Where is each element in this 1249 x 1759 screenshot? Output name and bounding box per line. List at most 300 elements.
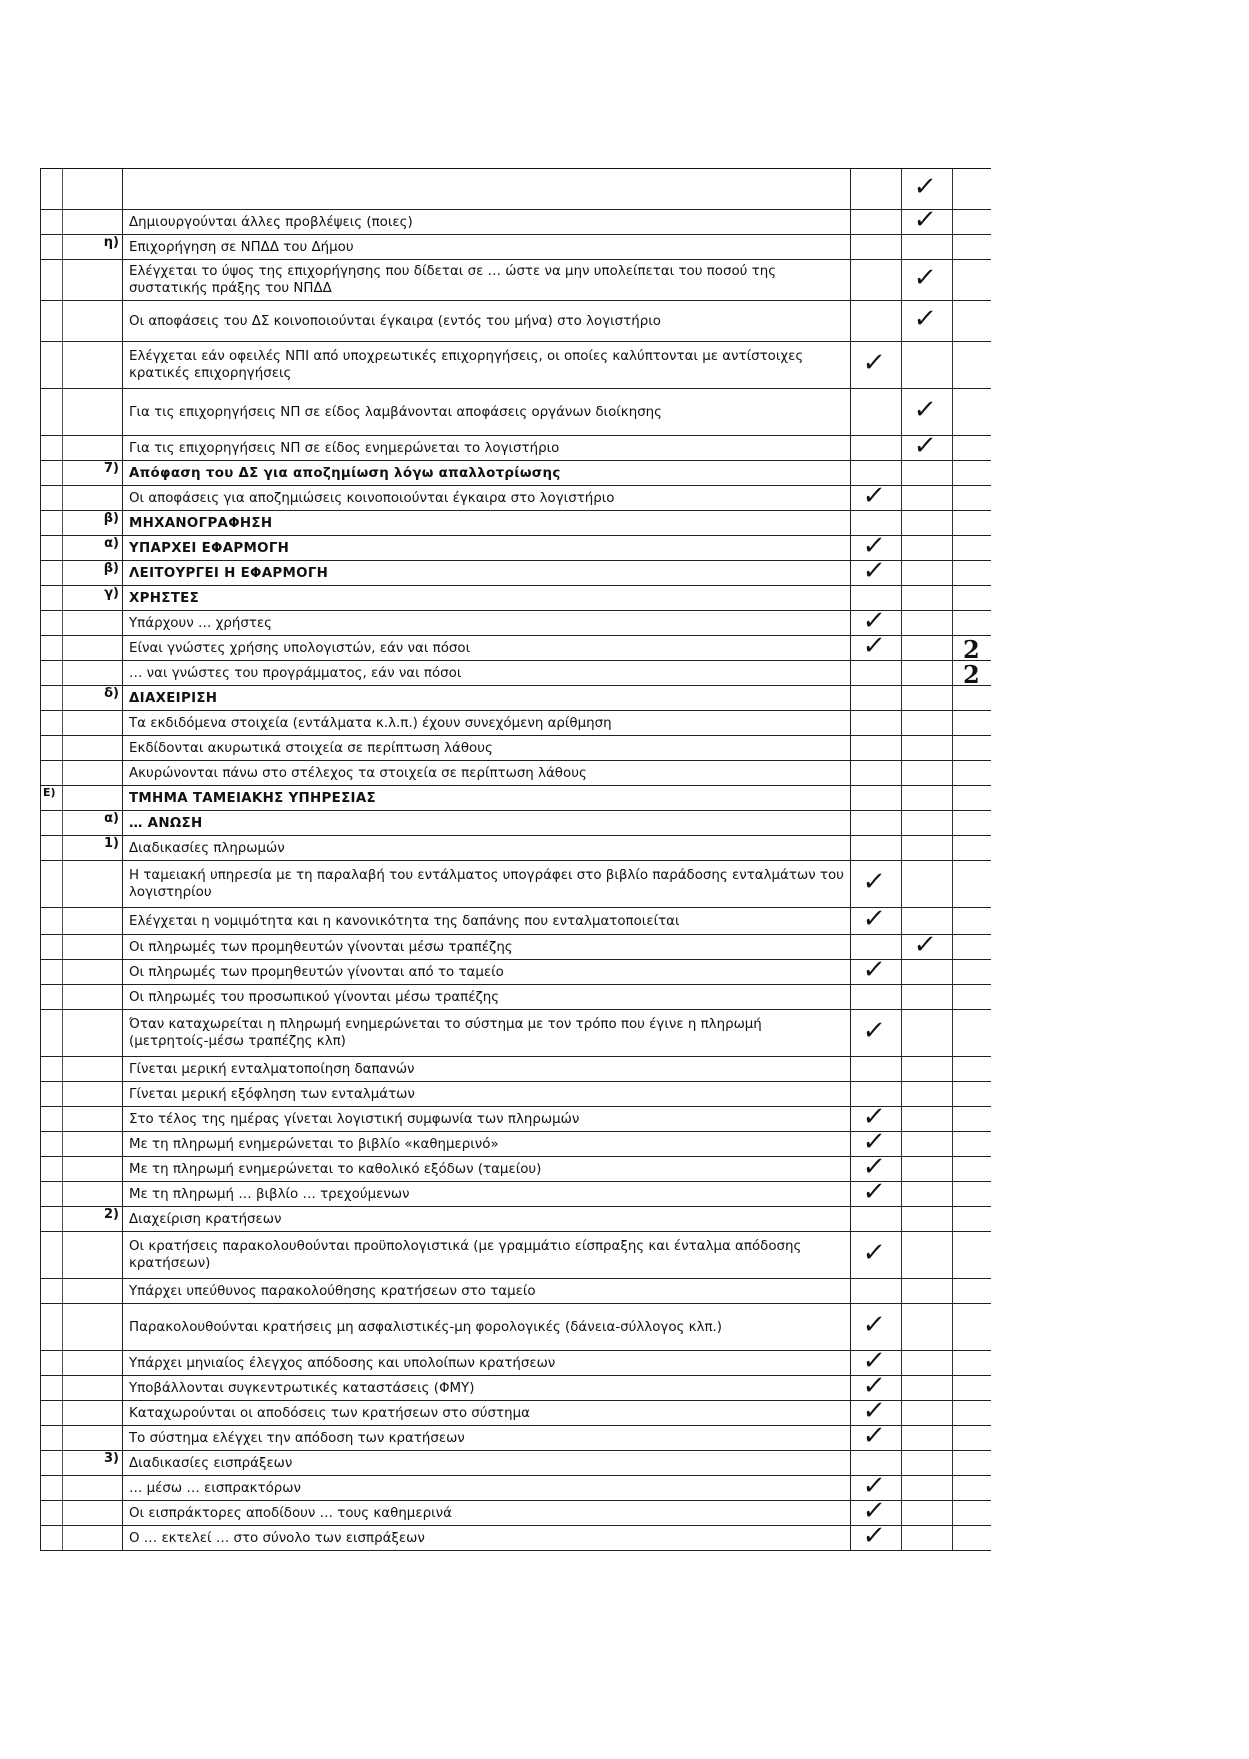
answer-cell-no <box>902 1476 953 1500</box>
table-row <box>41 904 991 935</box>
item-text-label: Με τη πληρωμή … βιβλίο … τρεχούμενων <box>129 1186 410 1202</box>
item-text-label: Ελέγχεται το ύψος της επιχορήγησης που δίδεται σε … ώστε να μην υπολείπεται του ποσού της συστατικής πράξης του ΝΠΔΔ <box>129 264 777 296</box>
answer-cell-no <box>902 461 953 485</box>
item-number <box>63 661 123 685</box>
note-cell <box>953 301 991 341</box>
item-text-label: … ναι γνώστες του προγράμματος, εάν ναι πόσοι <box>129 665 462 681</box>
item-number <box>63 1376 123 1400</box>
note-cell <box>953 960 991 984</box>
table-row <box>41 556 991 586</box>
note-cell <box>953 611 991 635</box>
section-code <box>41 908 63 934</box>
item-number <box>63 486 123 510</box>
answer-cell-no <box>902 1132 953 1156</box>
note-cell <box>953 260 991 300</box>
answer-cell-no <box>902 511 953 535</box>
item-number <box>63 1132 123 1156</box>
table-row <box>41 955 991 985</box>
table-row <box>41 1232 991 1279</box>
item-text <box>123 686 851 710</box>
item-text-label: Τα εκδιδόμενα στοιχεία (εντάλματα κ.λ.π.) έχουν συνεχόμενη αρίθμηση <box>129 715 612 731</box>
table-row <box>41 1102 991 1132</box>
note-cell <box>953 1501 991 1525</box>
handwritten-note: 2 <box>963 660 980 689</box>
table-row <box>41 1177 991 1207</box>
item-text <box>123 736 851 760</box>
checkmark-icon: ✓ <box>911 172 938 202</box>
section-code <box>41 611 63 635</box>
note-cell <box>953 811 991 835</box>
section-code <box>41 1376 63 1400</box>
item-number <box>63 935 123 959</box>
item-number <box>63 1279 123 1303</box>
table-row <box>41 205 991 235</box>
checkmark-icon: ✓ <box>860 1177 887 1207</box>
item-text-label: Υπάρχει υπεύθυνος παρακολούθησης κρατήσεων στο ταμείο <box>129 1283 536 1299</box>
note-cell <box>953 1082 991 1106</box>
table-row <box>41 1010 991 1057</box>
item-text <box>123 536 851 560</box>
section-code <box>41 1010 63 1056</box>
item-number <box>63 636 123 660</box>
section-code <box>41 1207 63 1231</box>
table-row <box>41 389 991 436</box>
answer-cell-no <box>902 205 953 235</box>
note-cell <box>953 1132 991 1156</box>
table-row <box>41 811 991 836</box>
answer-cell-no <box>902 1526 953 1550</box>
table-row <box>41 711 991 736</box>
checkmark-icon: ✓ <box>860 955 887 985</box>
answer-cell-no <box>902 389 953 435</box>
note-cell <box>953 935 991 959</box>
note-cell <box>953 1401 991 1425</box>
answer-cell-yes <box>851 1421 902 1451</box>
answer-cell-no <box>902 1182 953 1206</box>
item-number <box>63 210 123 234</box>
checkmark-icon: ✓ <box>860 1016 887 1046</box>
answer-cell-yes <box>851 389 902 435</box>
table-row <box>41 1521 991 1551</box>
table-row <box>41 736 991 761</box>
answer-cell-no <box>902 586 953 610</box>
note-cell <box>953 561 991 585</box>
item-text <box>123 389 851 435</box>
item-number <box>63 1526 123 1550</box>
answer-cell-no <box>902 930 953 960</box>
answer-cell-no <box>902 786 953 810</box>
answer-cell-no <box>902 1157 953 1181</box>
section-code <box>41 210 63 234</box>
table-row <box>41 301 991 342</box>
item-number <box>63 389 123 435</box>
section-code <box>41 1279 63 1303</box>
answer-cell-no <box>902 301 953 341</box>
checkmark-icon: ✓ <box>860 631 887 661</box>
item-number <box>63 1476 123 1500</box>
answer-cell-no <box>902 342 953 388</box>
section-code: Ε) <box>41 786 63 810</box>
table-row <box>41 1082 991 1107</box>
item-number: 3) <box>63 1451 123 1475</box>
item-text-label: Επιχορήγηση σε ΝΠΔΔ του Δήμου <box>129 239 354 255</box>
answer-cell-no <box>902 836 953 860</box>
section-code <box>41 811 63 835</box>
answer-cell-yes <box>851 1304 902 1350</box>
answer-cell-no <box>902 235 953 259</box>
note-cell <box>953 586 991 610</box>
item-text <box>123 985 851 1009</box>
item-text <box>123 1057 851 1081</box>
table-row <box>41 531 991 561</box>
answer-cell-no <box>902 1451 953 1475</box>
table-row <box>41 235 991 260</box>
checkmark-icon: ✓ <box>911 431 938 461</box>
note-cell <box>953 1057 991 1081</box>
checkmark-icon: ✓ <box>860 556 887 586</box>
item-text-label: Οι πληρωμές των προμηθευτών γίνονται από το ταμείο <box>129 964 504 980</box>
item-text <box>123 1107 851 1131</box>
item-text <box>123 586 851 610</box>
checkmark-icon: ✓ <box>860 1521 887 1551</box>
checkmark-icon: ✓ <box>860 1346 887 1376</box>
item-text-label: Καταχωρούνται οι αποδόσεις των κρατήσεων στο σύστημα <box>129 1405 530 1421</box>
item-text <box>123 1010 851 1056</box>
answer-cell-yes <box>851 1232 902 1278</box>
note-cell <box>953 1279 991 1303</box>
item-text <box>123 1476 851 1500</box>
answer-cell-no <box>902 761 953 785</box>
answer-cell-yes <box>851 861 902 907</box>
section-code <box>41 260 63 300</box>
item-text-label: Διαδικασίες πληρωμών <box>129 840 285 856</box>
item-text-label: Ελέγχεται εάν οφειλές ΝΠΙ από υποχρεωτικές επιχορηγήσεις, οι οποίες καλύπτονται με αντίστοιχες κρατικές επιχορηγήσεις <box>129 349 804 381</box>
table-row <box>41 985 991 1010</box>
item-text-label: Υπάρχουν … χρήστες <box>129 615 272 631</box>
table-row <box>41 686 991 711</box>
answer-cell-yes <box>851 260 902 300</box>
item-number <box>63 260 123 300</box>
item-text <box>123 301 851 341</box>
item-number <box>63 711 123 735</box>
section-code <box>41 836 63 860</box>
item-number: η) <box>63 235 123 259</box>
checkmark-icon: ✓ <box>860 904 887 934</box>
item-number: 7) <box>63 461 123 485</box>
item-text <box>123 861 851 907</box>
item-number: β) <box>63 511 123 535</box>
item-text <box>123 1279 851 1303</box>
answer-cell-no <box>902 1010 953 1056</box>
table-row <box>41 836 991 861</box>
checkmark-icon: ✓ <box>911 395 938 425</box>
item-number <box>63 1426 123 1450</box>
checkmark-icon: ✓ <box>860 1238 887 1268</box>
answer-cell-no <box>902 711 953 735</box>
item-text <box>123 1351 851 1375</box>
answer-cell-no <box>902 1279 953 1303</box>
answer-cell-no <box>902 1057 953 1081</box>
answer-cell-yes <box>851 1177 902 1207</box>
section-code <box>41 935 63 959</box>
answer-cell-no <box>902 1207 953 1231</box>
item-number <box>63 611 123 635</box>
item-number: γ) <box>63 586 123 610</box>
table-row <box>41 631 991 664</box>
section-code <box>41 1157 63 1181</box>
item-text-label: Διαχείριση κρατήσεων <box>129 1211 282 1227</box>
answer-cell-no <box>902 985 953 1009</box>
section-code <box>41 536 63 560</box>
answer-cell-no <box>902 1501 953 1525</box>
table-row <box>41 660 991 689</box>
answer-cell-yes <box>851 631 902 661</box>
item-text <box>123 836 851 860</box>
table-row <box>41 481 991 511</box>
item-text <box>123 169 851 209</box>
answer-cell-no <box>902 561 953 585</box>
item-text-label: Ελέγχεται η νομιμότητα και η κανονικότητα της δαπάνης που ενταλματοποιείται <box>129 913 680 929</box>
item-text <box>123 1304 851 1350</box>
answer-cell-no <box>902 1376 953 1400</box>
item-text <box>123 436 851 460</box>
item-text <box>123 1401 851 1425</box>
item-text <box>123 1376 851 1400</box>
section-code <box>41 1057 63 1081</box>
checkmark-icon: ✓ <box>911 930 938 960</box>
item-text-label: Υπάρχει μηνιαίος έλεγχος απόδοσης και υπολοίπων κρατήσεων <box>129 1355 556 1371</box>
section-code <box>41 636 63 660</box>
note-cell <box>953 486 991 510</box>
note-cell <box>953 985 991 1009</box>
section-code <box>41 661 63 685</box>
answer-cell-no <box>902 1401 953 1425</box>
note-cell <box>953 686 991 710</box>
item-number: α) <box>63 536 123 560</box>
item-text-label: Οι πληρωμές του προσωπικού γίνονται μέσω τραπέζης <box>129 989 500 1005</box>
checkmark-icon: ✓ <box>860 481 887 511</box>
checkmark-icon: ✓ <box>911 304 938 334</box>
section-code <box>41 1132 63 1156</box>
answer-cell-no <box>902 1304 953 1350</box>
answer-cell-yes <box>851 1057 902 1081</box>
item-text <box>123 1501 851 1525</box>
section-code <box>41 1351 63 1375</box>
answer-cell-yes <box>851 481 902 511</box>
table-row <box>41 861 991 908</box>
item-text <box>123 486 851 510</box>
item-text <box>123 711 851 735</box>
note-cell <box>953 786 991 810</box>
section-code <box>41 389 63 435</box>
note-cell <box>953 1476 991 1500</box>
section-code <box>41 761 63 785</box>
answer-cell-yes <box>851 1521 902 1551</box>
item-number <box>63 736 123 760</box>
section-code <box>41 1426 63 1450</box>
item-text-label: Ο … εκτελεί … στο σύνολο των εισπράξεων <box>129 1530 425 1546</box>
note-cell <box>953 389 991 435</box>
item-text <box>123 561 851 585</box>
answer-cell-yes <box>851 904 902 934</box>
note-cell <box>953 511 991 535</box>
section-code <box>41 960 63 984</box>
table-row <box>41 1471 991 1501</box>
item-number <box>63 1401 123 1425</box>
checkmark-icon: ✓ <box>860 1102 887 1132</box>
item-text-label: … μέσω … εισπρακτόρων <box>129 1480 301 1496</box>
answer-cell-no <box>902 169 953 209</box>
note-cell <box>953 1182 991 1206</box>
item-text <box>123 342 851 388</box>
note-cell <box>953 1157 991 1181</box>
note-cell <box>953 210 991 234</box>
item-text-label: Δημιουργούνται άλλες προβλέψεις (ποιες) <box>129 214 413 230</box>
note-cell <box>953 908 991 934</box>
checkmark-icon: ✓ <box>860 531 887 561</box>
answer-cell-yes <box>851 436 902 460</box>
item-text-label: ΔΙΑΧΕΙΡΙΣΗ <box>129 690 218 706</box>
section-code <box>41 169 63 209</box>
section-code <box>41 1451 63 1475</box>
item-text <box>123 811 851 835</box>
item-text <box>123 511 851 535</box>
item-text-label: Παρακολουθούνται κρατήσεις μη ασφαλιστικές-μη φορολογικές (δάνεια-σύλλογος κλπ.) <box>129 1319 723 1335</box>
checklist-table <box>40 168 991 1551</box>
note-cell <box>953 736 991 760</box>
table-row <box>41 1371 991 1401</box>
item-text-label: Εκδίδονται ακυρωτικά στοιχεία σε περίπτωση λάθους <box>129 740 493 756</box>
table-row <box>41 431 991 461</box>
table-row <box>41 586 991 611</box>
note-cell <box>953 1451 991 1475</box>
answer-cell-no <box>902 861 953 907</box>
handwritten-note: 2 <box>963 635 980 664</box>
item-text-label: Για τις επιχορηγήσεις ΝΠ σε είδος ενημερώνεται το λογιστήριο <box>129 440 560 456</box>
item-number: 1) <box>63 836 123 860</box>
section-code <box>41 736 63 760</box>
note-cell <box>953 711 991 735</box>
item-text-label: Όταν καταχωρείται η πληρωμή ενημερώνεται το σύστημα με τον τρόπο που έγινε η πληρωμή (μετρητοίς-μέσω τραπέζης κλπ) <box>129 1017 762 1049</box>
note-cell <box>953 1526 991 1550</box>
item-text <box>123 1157 851 1181</box>
item-number <box>63 1107 123 1131</box>
answer-cell-yes <box>851 711 902 735</box>
answer-cell-yes <box>851 786 902 810</box>
table-row <box>41 1279 991 1304</box>
note-cell <box>953 1426 991 1450</box>
item-number: δ) <box>63 686 123 710</box>
item-text <box>123 786 851 810</box>
item-number <box>63 169 123 209</box>
note-cell <box>953 1232 991 1278</box>
note-cell <box>953 461 991 485</box>
section-code <box>41 686 63 710</box>
answer-cell-no <box>902 1426 953 1450</box>
checkmark-icon: ✓ <box>860 1310 887 1340</box>
item-text <box>123 1526 851 1550</box>
item-number: 2) <box>63 1207 123 1231</box>
section-code <box>41 436 63 460</box>
item-text-label: Το σύστημα ελέγχει την απόδοση των κρατήσεων <box>129 1430 465 1446</box>
note-cell <box>953 861 991 907</box>
note-cell <box>953 761 991 785</box>
item-text-label: Με τη πληρωμή ενημερώνεται το καθολικό εξόδων (ταμείου) <box>129 1161 542 1177</box>
item-text <box>123 1182 851 1206</box>
table-row <box>41 1396 991 1426</box>
item-text-label: ΧΡΗΣΤΕΣ <box>129 590 200 606</box>
answer-cell-no <box>902 431 953 461</box>
item-text-label: Οι πληρωμές των προμηθευτών γίνονται μέσω τραπέζης <box>129 939 513 955</box>
section-code <box>41 1304 63 1350</box>
item-text <box>123 1132 851 1156</box>
answer-cell-no <box>902 536 953 560</box>
checkmark-icon: ✓ <box>860 348 887 378</box>
table-row <box>41 761 991 786</box>
item-text-label: ΜΗΧΑΝΟΓΡΑΦΗΣΗ <box>129 515 273 531</box>
item-number: β) <box>63 561 123 585</box>
note-cell <box>953 1207 991 1231</box>
table-row <box>41 1496 991 1526</box>
item-text-label: Οι αποφάσεις για αποζημιώσεις κοινοποιούνται έγκαιρα στο λογιστήριο <box>129 490 615 506</box>
answer-cell-no <box>902 611 953 635</box>
section-code <box>41 1401 63 1425</box>
item-number <box>63 960 123 984</box>
item-text-label: Οι αποφάσεις του ΔΣ κοινοποιούνται έγκαιρα (εντός του μήνα) στο λογιστήριο <box>129 313 661 329</box>
section-code <box>41 486 63 510</box>
table-row <box>41 1057 991 1082</box>
checkmark-icon: ✓ <box>860 1371 887 1401</box>
item-text <box>123 260 851 300</box>
table-row <box>41 169 991 210</box>
item-text <box>123 960 851 984</box>
checkmark-icon: ✓ <box>860 1152 887 1182</box>
item-text <box>123 1232 851 1278</box>
item-text-label: Με τη πληρωμή ενημερώνεται το βιβλίο «καθημερινό» <box>129 1136 499 1152</box>
answer-cell-yes <box>851 1207 902 1231</box>
item-text <box>123 461 851 485</box>
item-number <box>63 342 123 388</box>
note-cell <box>953 235 991 259</box>
item-text-label: ΛΕΙΤΟΥΡΓΕΙ Η ΕΦΑΡΜΟΓΗ <box>129 565 329 581</box>
note-cell <box>953 342 991 388</box>
note-cell <box>953 536 991 560</box>
section-code <box>41 1107 63 1131</box>
item-text <box>123 1082 851 1106</box>
answer-cell-yes <box>851 686 902 710</box>
item-number <box>63 1304 123 1350</box>
checkmark-icon: ✓ <box>911 205 938 235</box>
item-number <box>63 1501 123 1525</box>
answer-cell-yes <box>851 301 902 341</box>
note-cell <box>953 635 991 664</box>
answer-cell-no <box>902 736 953 760</box>
item-text-label: Για τις επιχορηγήσεις ΝΠ σε είδος λαμβάνονται αποφάσεις οργάνων διοίκησης <box>129 404 663 420</box>
table-row <box>41 461 991 486</box>
answer-cell-yes <box>851 1279 902 1303</box>
section-code <box>41 235 63 259</box>
item-number <box>63 436 123 460</box>
item-text-label: Οι κρατήσεις παρακολουθούνται προϋπολογιστικά (με γραμμάτιο είσπραξης και ένταλμα απόδοσης κρατήσεων) <box>129 1239 802 1271</box>
section-code <box>41 1182 63 1206</box>
item-text-label: Απόφαση του ΔΣ για αποζημίωση λόγω απαλλοτρίωσης <box>129 465 561 481</box>
item-number <box>63 761 123 785</box>
section-code <box>41 1526 63 1550</box>
item-number <box>63 301 123 341</box>
item-text <box>123 1451 851 1475</box>
answer-cell-yes <box>851 1010 902 1056</box>
table-row <box>41 1127 991 1157</box>
